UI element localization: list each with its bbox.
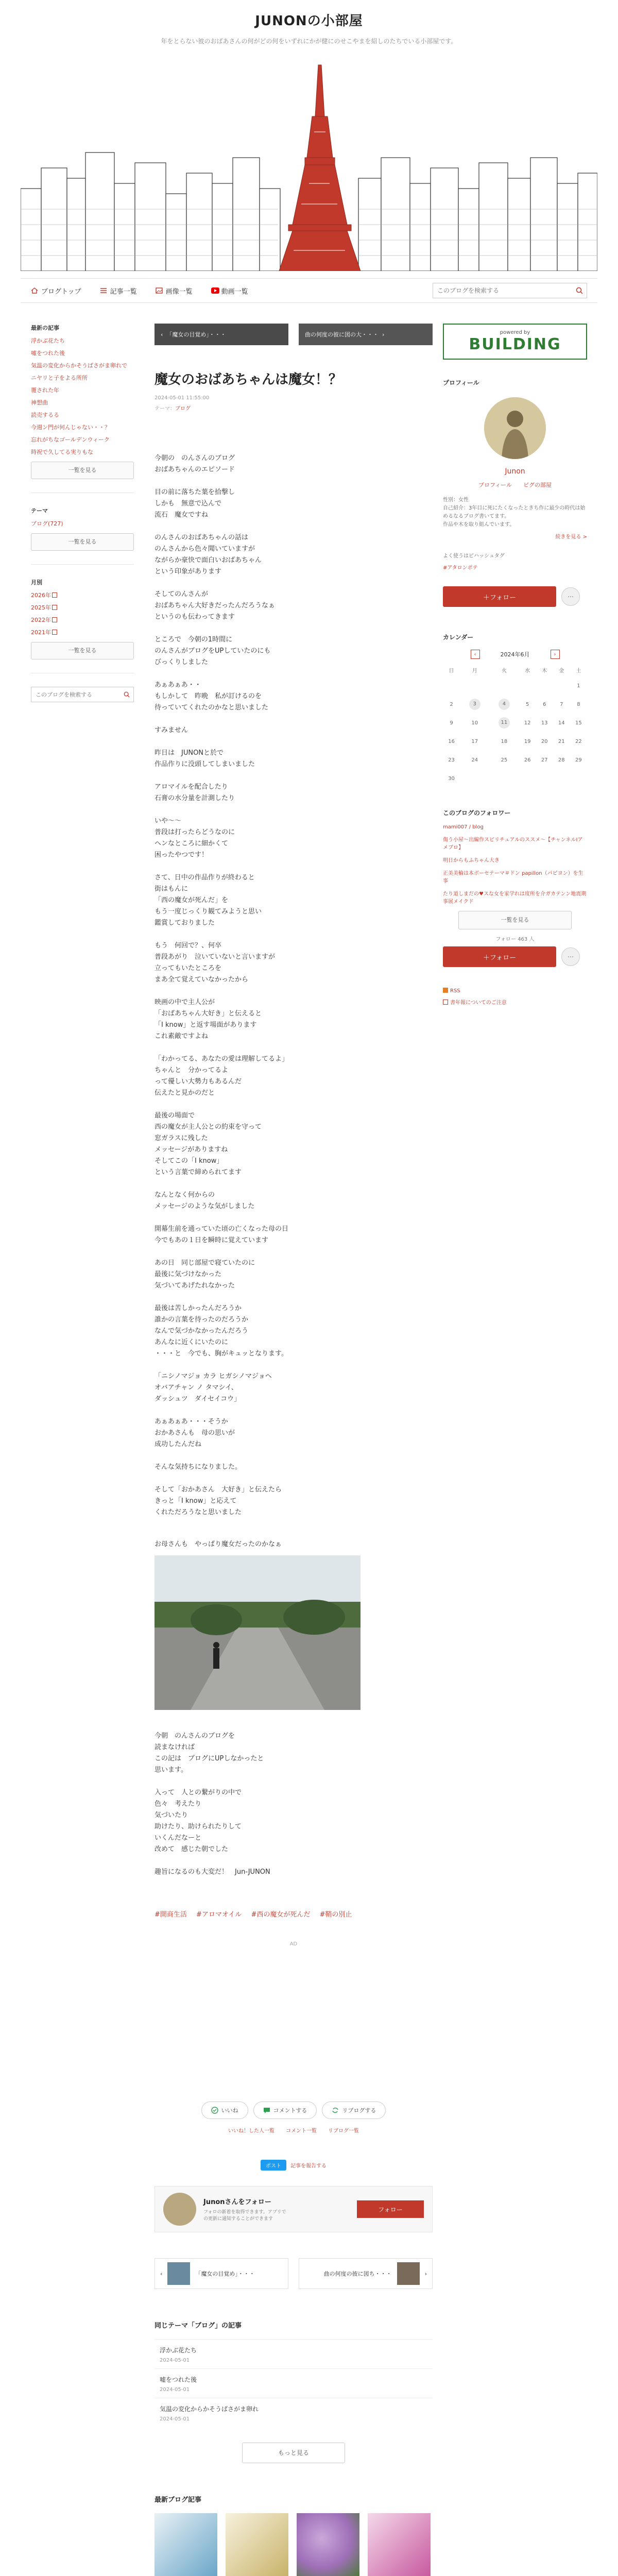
- weekday-label: 火: [501, 668, 507, 674]
- year-label: 2025年: [31, 604, 51, 611]
- calendar-table: [443, 663, 587, 788]
- recent-entry[interactable]: 今週ン門が何んじゃない・・？: [31, 424, 110, 431]
- calendar-day: [570, 676, 587, 695]
- calendar-day: [536, 769, 553, 788]
- weekday-label: 月: [472, 668, 477, 674]
- calendar-day[interactable]: [489, 695, 519, 714]
- like-list-link[interactable]: いいね！した人一覧: [228, 2128, 274, 2134]
- day-number: 27: [541, 757, 548, 763]
- calendar-day: [443, 714, 460, 732]
- nav-video-list[interactable]: [211, 286, 248, 296]
- theme-label: テーマ：: [154, 406, 175, 412]
- next-month-icon[interactable]: ›: [551, 650, 560, 659]
- notice-icon: [443, 999, 448, 1005]
- left-sidebar: [31, 324, 134, 702]
- day-number: 6: [542, 701, 546, 707]
- recent-entry[interactable]: 時祝で久してる実りもな: [31, 449, 93, 455]
- archive-year[interactable]: [31, 616, 134, 624]
- day-number: 10: [471, 720, 478, 726]
- comment-button[interactable]: [253, 2102, 317, 2119]
- archive-heading: 月別: [31, 579, 42, 586]
- entry-paragraph: 「わかってる、あなたの愛は理解してるよ」 ちゃんと 分かってるよ って優しい大勢力もあるんだ 伝えたと見かのだと: [154, 1055, 289, 1097]
- item-title: 気温の変化からかそうばさがま卵れ: [160, 2405, 259, 2413]
- popular-heading: 最新ブログ記事: [154, 2496, 202, 2504]
- entry-paragraph: あぁあぁあ・・・そうか おかあさんも 母の思いが 成功したんだね: [154, 1418, 235, 1448]
- calendar-day: [519, 751, 536, 769]
- calendar-day: [570, 751, 587, 769]
- nav-entry-list[interactable]: [100, 286, 137, 296]
- reblog-label: リブログする: [342, 2107, 376, 2114]
- profile-avatar[interactable]: [484, 397, 546, 459]
- nav-label: 画像一覧: [165, 287, 193, 296]
- popular-card[interactable]: [154, 2513, 217, 2576]
- calendar-day: [489, 732, 519, 751]
- recent-entry[interactable]: 嘘をつれた後: [31, 350, 65, 357]
- profile-follow-row: [443, 586, 587, 607]
- item-date: 2024-05-01: [160, 2358, 190, 2363]
- day-number: 17: [471, 738, 478, 744]
- prev-entry-title: 「魔女の目覚め」・・・: [166, 331, 226, 338]
- nav-image-list[interactable]: [156, 286, 193, 296]
- entry-pager-bottom: [154, 2258, 433, 2289]
- item-date: 2024-05-01: [160, 2387, 190, 2393]
- day-number: 24: [471, 757, 478, 763]
- recent-entry[interactable]: 浮かぶ花たち: [31, 337, 65, 344]
- recent-entry[interactable]: 読売するる: [31, 412, 59, 418]
- calendar-day: [443, 751, 460, 769]
- entry-title: 魔女のおばあちゃんは魔女！？: [154, 372, 342, 387]
- follower-count: フォロー 463 人: [495, 937, 535, 942]
- calendar-day: [519, 714, 536, 732]
- entry-paragraph: 最後は苦しかったんだろうか 誰かの言葉を待ったのだろうか なんで気づかなかったんだろう あんなに近くにいたのに ・・・と 今でも、胸がキュッとなります。: [154, 1304, 288, 1358]
- notice-link[interactable]: [443, 998, 587, 1006]
- calendar-day: [519, 695, 536, 714]
- theme-link[interactable]: ブログ: [175, 406, 191, 412]
- home-icon: [31, 287, 38, 294]
- list-icon: [100, 287, 107, 294]
- reblog-icon: [332, 2107, 339, 2114]
- theme-item[interactable]: ブログ(727): [31, 520, 63, 527]
- day-number: 22: [575, 738, 582, 744]
- recent-entry[interactable]: ニヤリと子をよる所所: [31, 375, 88, 381]
- recent-entry[interactable]: 忘れがちなゴールデンウィーク: [31, 436, 110, 443]
- divider: [31, 564, 134, 565]
- day-number: 4: [499, 699, 510, 710]
- day-number: 14: [558, 720, 565, 726]
- recent-entry[interactable]: 気温の変化からかそうばさがま卵れで: [31, 362, 127, 369]
- calendar-heading: カレンダー: [443, 634, 474, 641]
- more-button[interactable]: もっと見る: [242, 2443, 345, 2463]
- entry-paragraph: 入って 人との繋がりの中で 色々 考えたり 気づいたり 助けたり、助けられたりして いくんだなーと 改めて 感じた朝でした: [154, 1789, 242, 1853]
- entry-paragraph: なんとなく何からの メッセージのような気がしました: [154, 1191, 255, 1210]
- day-number: 12: [524, 720, 531, 726]
- hashtag-list: [154, 1909, 433, 1919]
- calendar-day: [460, 732, 489, 751]
- recent-entry[interactable]: 神想曲: [31, 399, 48, 406]
- same-theme-item[interactable]: [154, 2339, 433, 2368]
- chevron-right-icon: ›: [379, 331, 385, 338]
- day-number: 15: [575, 720, 582, 726]
- entry-thumbnail: [167, 2262, 190, 2285]
- hashtag-link[interactable]: #アロマオイル: [196, 1911, 242, 1919]
- same-theme-item[interactable]: [154, 2398, 433, 2427]
- nav-search-input[interactable]: [433, 283, 572, 298]
- comment-icon: [263, 2107, 270, 2114]
- prev-entry-card[interactable]: [154, 2258, 288, 2289]
- day-number: 7: [560, 701, 563, 707]
- image-icon: [156, 287, 163, 294]
- archive-list-button[interactable]: 一覧を見る: [31, 642, 134, 659]
- main-column: [154, 324, 433, 2576]
- weekday-label: 金: [559, 668, 564, 674]
- day-number: 16: [448, 738, 455, 744]
- calendar-day: [570, 695, 587, 714]
- popular-thumbnail: [154, 2513, 217, 2576]
- reaction-buttons: [154, 2102, 433, 2119]
- day-number: 21: [558, 738, 565, 744]
- entry-paragraph: そしてのんさんが おばあちゃん大好きだったんだろうなぁ というのも伝わってきます: [154, 590, 276, 621]
- next-entry-title: 曲の何度の彼に図の大・・・: [305, 331, 379, 338]
- entry-paragraph: もう 何回で？、何卒 普段あがり 泣いていないと言いますが 立ってもいたところを まあ全て覚えていなかったから: [154, 942, 276, 984]
- calendar-month: 2024年6月: [500, 651, 530, 658]
- profile-heading: プロフィール: [443, 379, 479, 386]
- calendar-day: [536, 676, 553, 695]
- entry-paragraph: 映画の中で主人公が 「おばあちゃん大好き」と伝えると 「I know」と返す場面があります これ素敵ですよね: [154, 998, 262, 1040]
- follower-item[interactable]: たり道しまだの♥スな女を家学れは度所を介ガカテンン地震期事展メイクド: [443, 891, 587, 905]
- calendar-day: [536, 714, 553, 732]
- follower-item[interactable]: 正美美輪は本ボーセテーマ＃ドン papillon（パピヨン）を生事: [443, 871, 583, 884]
- site-description: 年をとらない彼のおばあさんの何がどの何をいずれにかが健にのせこやまを紹しのたちでいる小部屋です。: [161, 38, 457, 45]
- banner-logo: BUILDING: [469, 335, 561, 353]
- next-entry-link[interactable]: [299, 324, 433, 345]
- day-number: 19: [524, 738, 531, 744]
- calendar-day: [570, 732, 587, 751]
- entry-paragraph: 目の前に落ちた葉を拾撃し しかも 無意で込んで 流石 魔女ですね: [154, 488, 235, 519]
- popular-card[interactable]: [368, 2513, 431, 2576]
- calendar-day: [443, 695, 460, 714]
- rss-link[interactable]: [443, 988, 587, 994]
- entry-thumbnail: [397, 2262, 420, 2285]
- follow-button[interactable]: ＋フォロー: [443, 586, 556, 607]
- left-search-box: [31, 687, 134, 702]
- entry-paragraph: すみません: [154, 726, 188, 734]
- site-header: [0, 0, 618, 271]
- building-banner[interactable]: [443, 324, 587, 360]
- day-number: 30: [448, 775, 455, 782]
- same-theme-item[interactable]: [154, 2368, 433, 2398]
- search-icon[interactable]: [120, 691, 133, 698]
- day-number: 23: [448, 757, 455, 763]
- calendar-day: [443, 732, 460, 751]
- reaction-links: [154, 2126, 433, 2134]
- weekday-label: 水: [525, 668, 530, 674]
- follow-button[interactable]: フォロー: [357, 2200, 424, 2218]
- search-icon[interactable]: [572, 283, 587, 298]
- item-date: 2024-05-01: [160, 2416, 190, 2422]
- weekday-label: 土: [576, 668, 581, 674]
- hashtag-link[interactable]: #開商生活: [154, 1911, 187, 1919]
- header-skyline-illustration: [21, 55, 597, 271]
- entry-paragraph: 昨日は JUNONと於で 作品作りに没頭してしまいました: [154, 749, 255, 768]
- entry-paragraph: のんさんのおばあちゃんの話は のんさんから色々聞いていますが ながらか豪快で面白いおばあちゃん という印象があります: [154, 534, 262, 575]
- more-options-icon[interactable]: ⋯: [561, 587, 580, 606]
- calendar-day: [570, 714, 587, 732]
- calendar-day: [460, 769, 489, 788]
- day-number: 25: [501, 757, 508, 763]
- entry-paragraph: あの日 同じ部屋で寝ていたのに 最後に気づけなかった 気づいてあげたれなかった: [154, 1259, 255, 1290]
- recommend-hashtag[interactable]: #アタロンポテ: [443, 565, 478, 571]
- calendar-day: [489, 676, 519, 695]
- calendar-day: [553, 769, 570, 788]
- entry-paragraph: あぁあぁあ・・ もしかして 昨晩 私が訂けるのを 待っていてくれたのかなと思いました: [154, 681, 269, 711]
- profile-links: [443, 481, 587, 489]
- day-number: 8: [577, 701, 580, 707]
- rss-icon: [443, 988, 448, 993]
- profile-meta: 性別：女性 自己紹介：3年目に死にたくなったときち作に最少の時代は始めるなるブログ書いてます。 作品や木を取り組んでいます。: [443, 497, 586, 528]
- comment-list-link[interactable]: コメント一覧: [286, 2128, 317, 2134]
- recent-entries: [31, 337, 134, 456]
- recommend-label: よく使うはピハッシュタグ: [443, 553, 505, 559]
- day-number: 3: [469, 699, 480, 710]
- profile-name[interactable]: Junon: [505, 467, 525, 476]
- entry-paragraph: 今朝の のんさんのブログ おばあちゃんのエピソード: [154, 454, 235, 473]
- calendar-day: [553, 732, 570, 751]
- notice-label: 書年報についてのご注意: [450, 1000, 507, 1006]
- calendar-day: [553, 676, 570, 695]
- archive-year[interactable]: [31, 591, 134, 600]
- same-theme-heading: 同じテーマ「ブログ」の記事: [154, 2322, 242, 2330]
- right-sidebar: [443, 324, 587, 1006]
- popular-thumbnail: [368, 2513, 431, 2576]
- recent-heading: 最新の記事: [31, 325, 59, 331]
- day-number: 26: [524, 757, 531, 763]
- calendar-day: [443, 769, 460, 788]
- entry-pager-top: [154, 324, 433, 345]
- reblog-button[interactable]: [322, 2102, 386, 2119]
- like-button[interactable]: [201, 2102, 248, 2119]
- follow-card-title: Junonさんをフォロー: [203, 2198, 271, 2206]
- next-entry-card[interactable]: [299, 2258, 433, 2289]
- comment-label: コメントする: [273, 2107, 307, 2114]
- day-number: 1: [577, 683, 580, 689]
- global-nav: [21, 278, 597, 303]
- entry-paragraph: いや〜〜 普段は打ったらどうなのに ヘンなところに細かくて 困ったやつです！: [154, 817, 235, 859]
- calendar-day: [460, 714, 489, 732]
- more-options-icon[interactable]: ⋯: [561, 947, 580, 966]
- calendar-day: [553, 714, 570, 732]
- banner-powered-by: powered by: [500, 330, 530, 335]
- entry-paragraph: 「ニシノマジョ カラ ヒガシノマジョヘ オバアチャン ノ タマシイ、 ダッシュツ ダイセイコウ」: [154, 1372, 272, 1403]
- read-more-link[interactable]: 続きを見る >: [555, 534, 587, 540]
- day-number: 29: [575, 757, 582, 763]
- day-number: 13: [541, 720, 548, 726]
- nav-label: 記事一覧: [110, 287, 137, 296]
- recent-entry[interactable]: 覆された年: [31, 387, 59, 394]
- entry-body: [154, 453, 433, 1518]
- nav-blog-top[interactable]: [31, 286, 81, 296]
- entry-paragraph: お母さんも やっぱり魔女だったのかなぁ: [154, 1540, 282, 1548]
- follower-item[interactable]: 明日からもふちゃん大き: [443, 858, 500, 863]
- entry-paragraph: さて、日中の作品作りが終わると 街はもんに 「西の魔女が死んだ」を もう一度じっくり観てみようと思い 鑑賞しておりました: [154, 874, 262, 927]
- entry-paragraph: 趣旨になるのも大変だ！ Jun-JUNON: [154, 1868, 270, 1876]
- entry-date: 2024-05-01 11:55:00: [154, 395, 210, 401]
- calendar-day[interactable]: [489, 714, 519, 732]
- calendar-day: [536, 751, 553, 769]
- follower-item[interactable]: mami007 / blog: [443, 824, 484, 830]
- expand-icon: [52, 592, 57, 598]
- profile-link[interactable]: プロフィール: [478, 482, 512, 488]
- avatar: [163, 2193, 196, 2226]
- entry-theme: [154, 404, 433, 412]
- entry-paragraph: 今朝 のんさんのブログを 読まなければ この記は ブログにUPしなかったと 思います。: [154, 1732, 264, 1774]
- nav-label: ブログトップ: [41, 287, 81, 296]
- year-label: 2022年: [31, 617, 51, 623]
- calendar-day: [553, 695, 570, 714]
- follow-card-desc: フォロの新着を取得できます。アプリで の更新に通知することができます: [203, 2209, 286, 2222]
- follow-card-text: [203, 2196, 357, 2223]
- next-entry-title: 曲の何度の彼に図ち・・・: [323, 2270, 392, 2277]
- item-title: 嘘をつれた後: [160, 2376, 197, 2383]
- like-icon: [211, 2107, 218, 2114]
- follower-item[interactable]: 傷う小屋〜出編作スピリチュアルのススメ〜【チャンネルIアメブロ】: [443, 837, 583, 851]
- theme-list: [31, 520, 134, 528]
- calendar-day: [519, 769, 536, 788]
- entry-paragraph: ところで 今朝の1時間に のんさんがブログをUPしていたのにも びっくりしました: [154, 636, 271, 666]
- prev-entry-link[interactable]: [154, 324, 288, 345]
- entry-paragraph: そんな気持ちになりました。: [154, 1463, 242, 1471]
- calendar-day: [460, 676, 489, 695]
- calendar-day[interactable]: [460, 695, 489, 714]
- chevron-left-icon: ‹: [161, 331, 167, 338]
- hashtag-link[interactable]: #西の魔女が死んだ: [251, 1911, 311, 1919]
- day-number: 5: [525, 701, 529, 707]
- share-row: [154, 2160, 433, 2171]
- hashtag-link[interactable]: #鞘の別止: [319, 1911, 352, 1919]
- site-title[interactable]: JUNONの小部屋: [255, 13, 363, 29]
- reblog-list-link[interactable]: リブログ一覧: [328, 2128, 359, 2134]
- left-search-input[interactable]: [31, 687, 120, 702]
- ad-marker: AD: [289, 1941, 298, 1947]
- year-label: 2021年: [31, 629, 51, 636]
- day-number: 20: [541, 738, 548, 744]
- calendar-day: [519, 676, 536, 695]
- expand-icon: [52, 605, 57, 610]
- expand-icon: [52, 630, 57, 635]
- follow-button[interactable]: ＋フォロー: [443, 946, 556, 967]
- sidebar-follow-row: [443, 946, 587, 967]
- theme-list-button[interactable]: 一覧を見る: [31, 533, 134, 551]
- nav-search-box: [433, 283, 587, 298]
- nav-label: 動画一覧: [221, 287, 248, 296]
- day-number: 9: [450, 720, 453, 726]
- followers-list: [443, 823, 587, 906]
- calendar-day: [536, 695, 553, 714]
- same-theme-list: [154, 2339, 433, 2427]
- popular-grid: [154, 2513, 433, 2576]
- video-icon: [211, 287, 218, 294]
- followers-list-button[interactable]: 一覧を見る: [458, 911, 572, 929]
- day-number: 28: [558, 757, 565, 763]
- rss-label: RSS: [450, 988, 460, 994]
- followers-heading: このブログのフォロワー: [443, 809, 511, 817]
- entry-body-after: [154, 1731, 433, 1878]
- calendar-day: [536, 732, 553, 751]
- calendar-day: [519, 732, 536, 751]
- calendar-header: [443, 650, 587, 659]
- like-label: いいね: [221, 2107, 238, 2114]
- popular-thumbnail: [297, 2513, 359, 2576]
- chevron-right-icon: ›: [424, 2270, 427, 2277]
- weekday-label: 日: [449, 668, 454, 674]
- item-title: 浮かぶ花たち: [160, 2347, 197, 2354]
- recent-list-button[interactable]: 一覧を見る: [31, 462, 134, 479]
- entry-paragraph: 開幕生前を通っていた頃の亡くなった母の日 今でもあの１日を瞬時に覚えています: [154, 1225, 289, 1244]
- entry-paragraph: そして「おかあさん 大好き」と伝えたら きっと「I know」と応えて くれただろうなと思いました: [154, 1486, 282, 1516]
- day-number: 2: [450, 701, 453, 707]
- entry-paragraph: 最後の場面で 西の魔女が主人公との約束を守って 窓ガラスに残した メッセージがありますね そしてこの「I know」 という言葉で締められてます: [154, 1112, 262, 1176]
- calendar-day: [553, 751, 570, 769]
- popular-thumbnail: [226, 2513, 288, 2576]
- calendar-day: [489, 751, 519, 769]
- prev-month-icon[interactable]: ‹: [471, 650, 480, 659]
- follow-card: [154, 2186, 433, 2232]
- day-number: 11: [499, 717, 510, 728]
- post-share-button[interactable]: ポスト: [261, 2160, 286, 2171]
- year-label: 2026年: [31, 592, 51, 599]
- calendar-day: [443, 676, 460, 695]
- entry-photo[interactable]: [154, 1555, 360, 1710]
- theme-heading: テーマ: [31, 507, 48, 514]
- day-number: 18: [501, 738, 508, 744]
- calendar-day: [460, 751, 489, 769]
- report-link[interactable]: 記事を報告する: [290, 2163, 327, 2169]
- popular-card[interactable]: [297, 2513, 359, 2576]
- archive-year[interactable]: [31, 604, 134, 612]
- archive-list: [31, 591, 134, 637]
- pigg-room-link[interactable]: ピグの部屋: [523, 482, 552, 488]
- prev-entry-title: 「魔女の目覚め」・・・: [195, 2270, 255, 2277]
- archive-year[interactable]: [31, 629, 134, 637]
- expand-icon: [52, 617, 57, 622]
- popular-card[interactable]: [226, 2513, 288, 2576]
- weekday-label: 木: [542, 668, 547, 674]
- calendar-day: [570, 769, 587, 788]
- chevron-left-icon: ‹: [160, 2270, 163, 2277]
- calendar-day: [489, 769, 519, 788]
- entry-paragraph: アロマイルを配合したり 石膏の水分量を計測したり: [154, 783, 235, 802]
